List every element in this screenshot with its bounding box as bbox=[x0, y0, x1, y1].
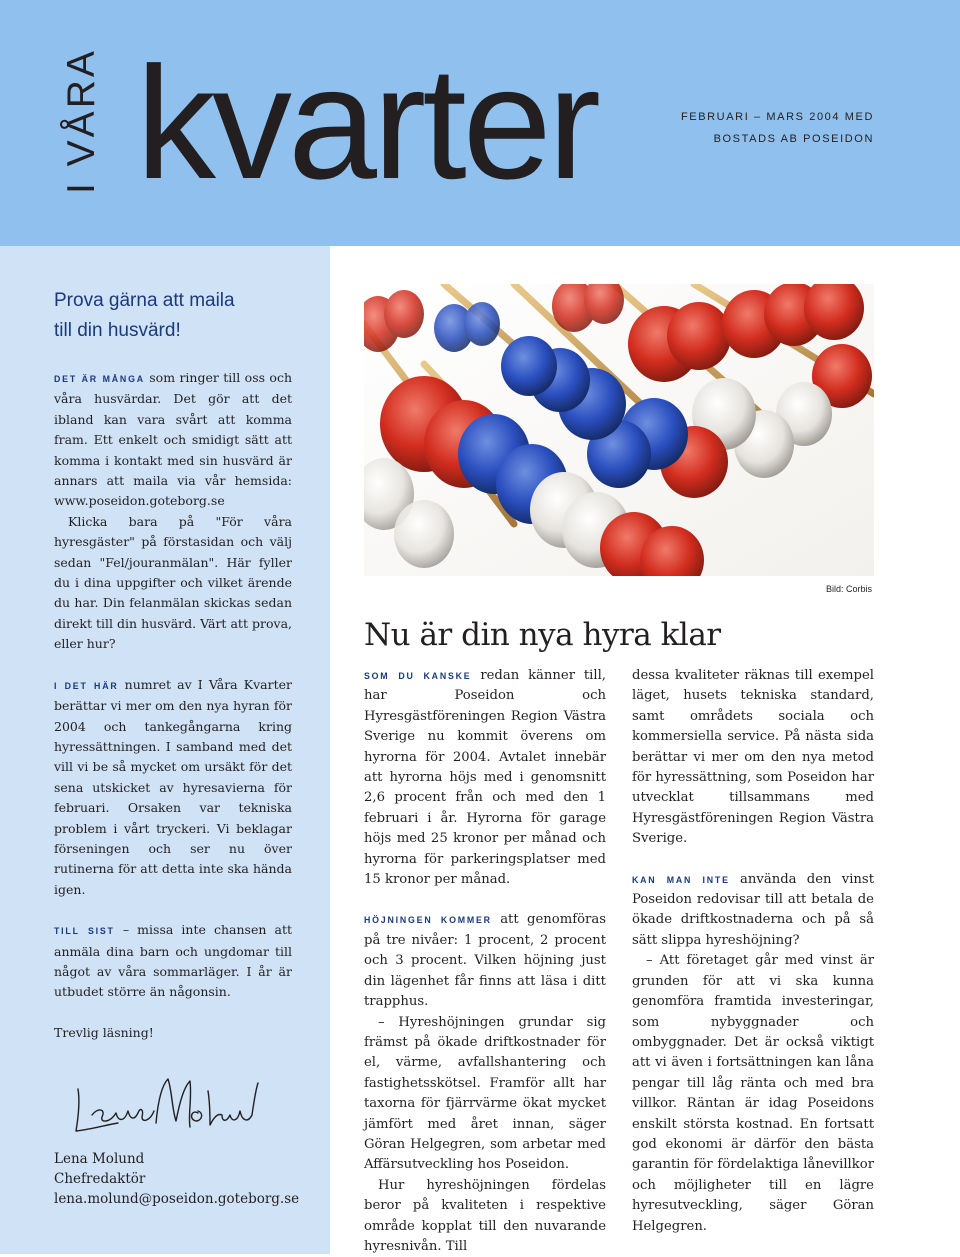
paragraph-text: numret av I Våra Kvarter berättar vi mer om den nya hyran för 2004 och tankegångarna kring hyressättningen. I samband med det vill vi be så mycket om ursäkt för det sena utskicket av hyresavierna för februari. Orsaken var tekniska problem i vårt tryckeri. Vi beklagar förseningen och ser nu över rutinerna för att detta inte ska hända igen. bbox=[54, 676, 292, 897]
paragraph-text: – missa inte chansen att anmäla dina barn och ungdomar till något av våra sommarläger. I år är utbudet större än någonsin. bbox=[54, 922, 292, 1000]
paragraph-text: som ringer till oss och våra husvärdar. Det gör att det ibland kan vara svårt att komma fram. Ett enkelt och smidigt sätt att komma i kontakt med sin husvärd är annars att maila via vår hemsida: www.poseidon.goteborg.se bbox=[54, 370, 292, 509]
sidebar-paragraph-4 bbox=[54, 920, 292, 1003]
sidebar-content bbox=[54, 286, 300, 1209]
lead-in: SOM DU KANSKE bbox=[364, 671, 472, 681]
spacer bbox=[54, 655, 292, 675]
sidebar-heading bbox=[54, 286, 292, 346]
signer-title: Chefredaktör bbox=[54, 1171, 146, 1188]
paragraph-text: använda den vinst Poseidon redovisar till att betala de ökade driftkostnaderna och på så sätt slippa hyreshöjning? bbox=[632, 871, 874, 948]
article-paragraph bbox=[364, 910, 606, 1012]
article-headline: Nu är din nya hyra klar bbox=[364, 617, 721, 653]
abacus-photo bbox=[364, 284, 874, 576]
lead-in: TILL SIST bbox=[54, 926, 115, 937]
paragraph-text: att genomföras på tre nivåer: 1 procent, 2 procent och 3 procent. Vilken höjning just din lägenhet får finns att läsa i ditt trapphus. bbox=[364, 912, 606, 1010]
signer-email[interactable]: lena.molund@poseidon.goteborg.se bbox=[54, 1191, 300, 1208]
sidebar bbox=[0, 246, 330, 1254]
lead-in: DET ÄR MÅNGA bbox=[54, 374, 145, 384]
lead-in: I DET HÄR bbox=[54, 680, 119, 691]
article-paragraph: Hur hyreshöjningen fördelas beror på kvaliteten i respektive område kopplat till den nuvarande hyresnivån. Till bbox=[364, 1177, 606, 1254]
issue-line-2: BOSTADS AB POSEIDON bbox=[713, 133, 874, 145]
sidebar-paragraph-3 bbox=[54, 675, 292, 900]
issue-info bbox=[681, 106, 874, 150]
article-paragraph: dessa kvaliteter räknas till exempel läget, husets tekniska standard, samt områdets sociala och kommersiella service. På nästa sida berättar vi mer om den nya metod för hyressättning, som Poseidon har utvecklat tillsammans med Hyresgästföreningen Region Västra Sverige. bbox=[632, 668, 874, 847]
sidebar-paragraph-1 bbox=[54, 368, 292, 512]
sidebar-paragraph-2: Klicka bara på "För våra hyresgäster" på förstasidan och välj sedan "Fel/jouranmälan". Här fyller du i dina uppgifter och vilket ärende du har. Din felanmälan skickas sedan direkt till din husvärd. Värt att prova, eller hur? bbox=[54, 513, 292, 652]
lead-in: KAN MAN INTE bbox=[632, 874, 730, 885]
article-paragraph bbox=[364, 666, 606, 890]
article-column-1 bbox=[364, 666, 606, 1257]
spacer bbox=[632, 850, 874, 870]
sidebar-heading-line-1: Prova gärna att maila bbox=[54, 290, 235, 311]
lead-in: HÖJNINGEN KOMMER bbox=[364, 915, 492, 926]
article-column-2 bbox=[632, 666, 874, 1237]
issue-line-1: FEBRUARI – MARS 2004 MED bbox=[680, 111, 874, 123]
masthead-kicker: I VÅRA bbox=[60, 48, 103, 194]
closing-line: Trevlig läsning! bbox=[54, 1024, 154, 1040]
spacer bbox=[364, 890, 606, 910]
spacer bbox=[54, 900, 292, 920]
masthead bbox=[0, 0, 960, 246]
masthead-title: kvarter bbox=[136, 33, 597, 212]
signer-name: Lena Molund bbox=[54, 1151, 145, 1168]
paragraph-text: redan känner till, har Poseidon och Hyresgästföreningen Region Västra Sverige nu kommit överens om hyrorna för 2004. Avtalet innebär att hyrorna höjs med i genomsnitt 2,6 procent från och med den 1 februari i år. Hyrorna för garage höjs med 25 kronor per månad och hyrorna för parkeringsplatser med 15 kronor per månad. bbox=[364, 668, 606, 888]
article-paragraph: – Hyreshöjningen grundar sig främst på ökade driftkostnader för el, värme, avfallshantering och fastighetsskötsel. Framför allt har taxorna för fjärrvärme ökat mycket jämfört med året innan, säger Göran Helgegren, som arbetar med Affärsutveckling hos Poseidon. bbox=[364, 1014, 606, 1173]
article-paragraph bbox=[632, 870, 874, 952]
article-paragraph: – Att företaget går med vinst är grunden för att vi ska kunna genomföra framtida investeringar, som nybyggnader och ombyggnader. Det är också viktigt att vi även i fortsättningen kan låna pengar till låg ränta och med bra villkor. Räntan är idag Poseidons enskilt största kostnad. En fortsatt god ekonomi är därför den bästa garantin för fördelaktiga lånevillkor och möjligheter till en lägre hyresutveckling, säger Göran Helgegren. bbox=[632, 953, 874, 1234]
sidebar-heading-line-2: till din husvärd! bbox=[54, 320, 181, 341]
signature-image bbox=[72, 1071, 262, 1141]
photo-credit: Bild: Corbis bbox=[826, 584, 873, 594]
signature-block bbox=[54, 1149, 300, 1209]
spacer bbox=[54, 1003, 292, 1023]
abacus-illustration bbox=[364, 284, 874, 576]
